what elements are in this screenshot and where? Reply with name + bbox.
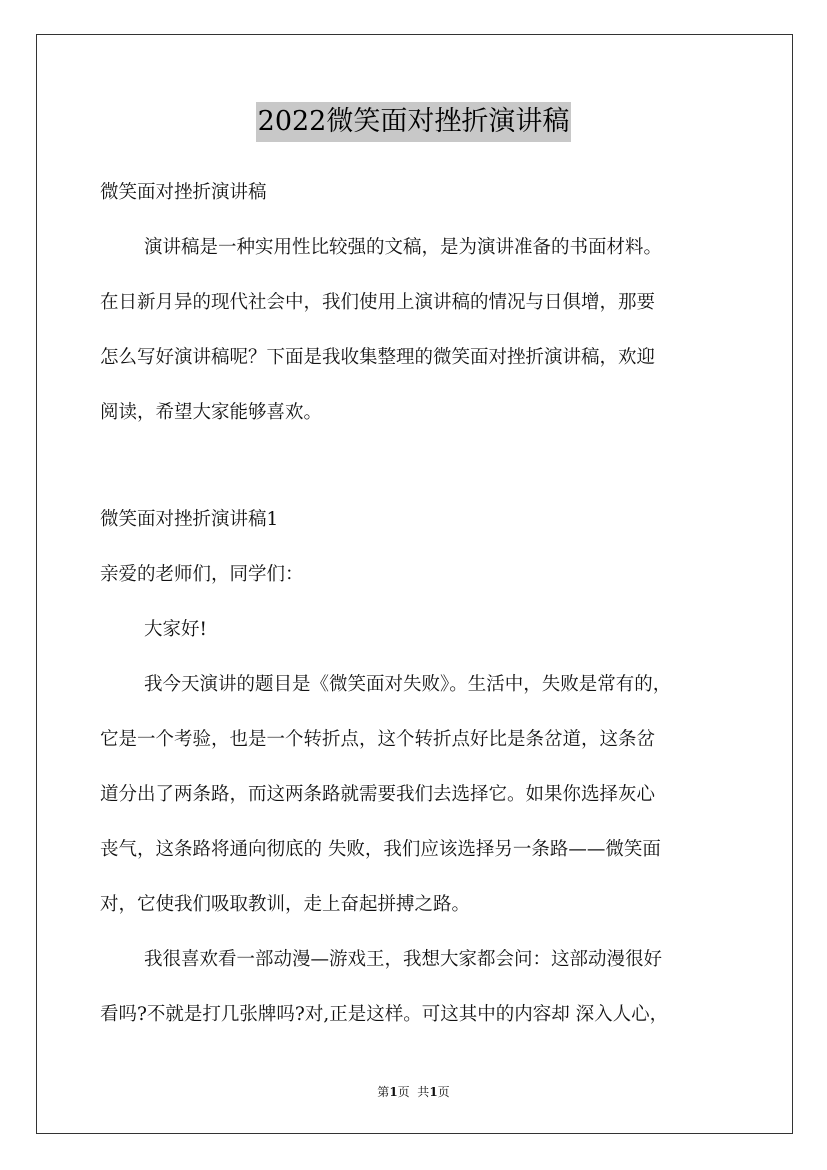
paragraph-line: 在日新月异的现代社会中，我们使用上演讲稿的情况与日俱增，那要 <box>100 292 656 313</box>
paragraph-line: 它是一个考验，也是一个转折点，这个转折点好比是条岔道，这条岔 <box>100 729 656 750</box>
page-current: 1 <box>389 1085 398 1099</box>
title-container <box>0 102 827 142</box>
document-title: 2022微笑面对挫折演讲稿 <box>256 102 572 142</box>
paragraph-line: 看吗?不就是打几张牌吗?对,正是这样。可这其中的内容却 深入人心， <box>100 1004 669 1025</box>
paragraph-line: 我很喜欢看一部动漫—游戏王，我想大家都会问：这部动漫很好 <box>144 949 663 970</box>
salutation: 亲爱的老师们，同学们： <box>100 564 304 585</box>
page-total: 1 <box>429 1085 438 1099</box>
paragraph-line: 阅读，希望大家能够喜欢。 <box>100 402 323 423</box>
paragraph-line: 道分出了两条路，而这两条路就需要我们去选择它。如果你选择灰心 <box>100 784 656 805</box>
page-prefix: 第 <box>377 1085 390 1099</box>
section-heading: 微笑面对挫折演讲稿1 <box>100 509 279 530</box>
paragraph-line: 对，它使我们吸取教训，走上奋起拼搏之路。 <box>100 894 471 915</box>
page-suffix: 页 <box>437 1085 450 1099</box>
paragraph-line: 丧气，这条路将通向彻底的 失败，我们应该选择另一条路——微笑面 <box>100 839 661 860</box>
page-mid: 页 共 <box>397 1085 430 1099</box>
paragraph-line: 怎么写好演讲稿呢？下面是我收集整理的微笑面对挫折演讲稿，欢迎 <box>100 347 656 368</box>
paragraph-line: 我今天演讲的题目是《微笑面对失败》。生活中，失败是常有的， <box>144 674 672 695</box>
page-footer <box>0 1084 827 1100</box>
greeting: 大家好! <box>144 619 207 640</box>
heading-line: 微笑面对挫折演讲稿 <box>100 182 267 203</box>
paragraph-line: 演讲稿是一种实用性比较强的文稿，是为演讲准备的书面材料。 <box>144 237 663 258</box>
